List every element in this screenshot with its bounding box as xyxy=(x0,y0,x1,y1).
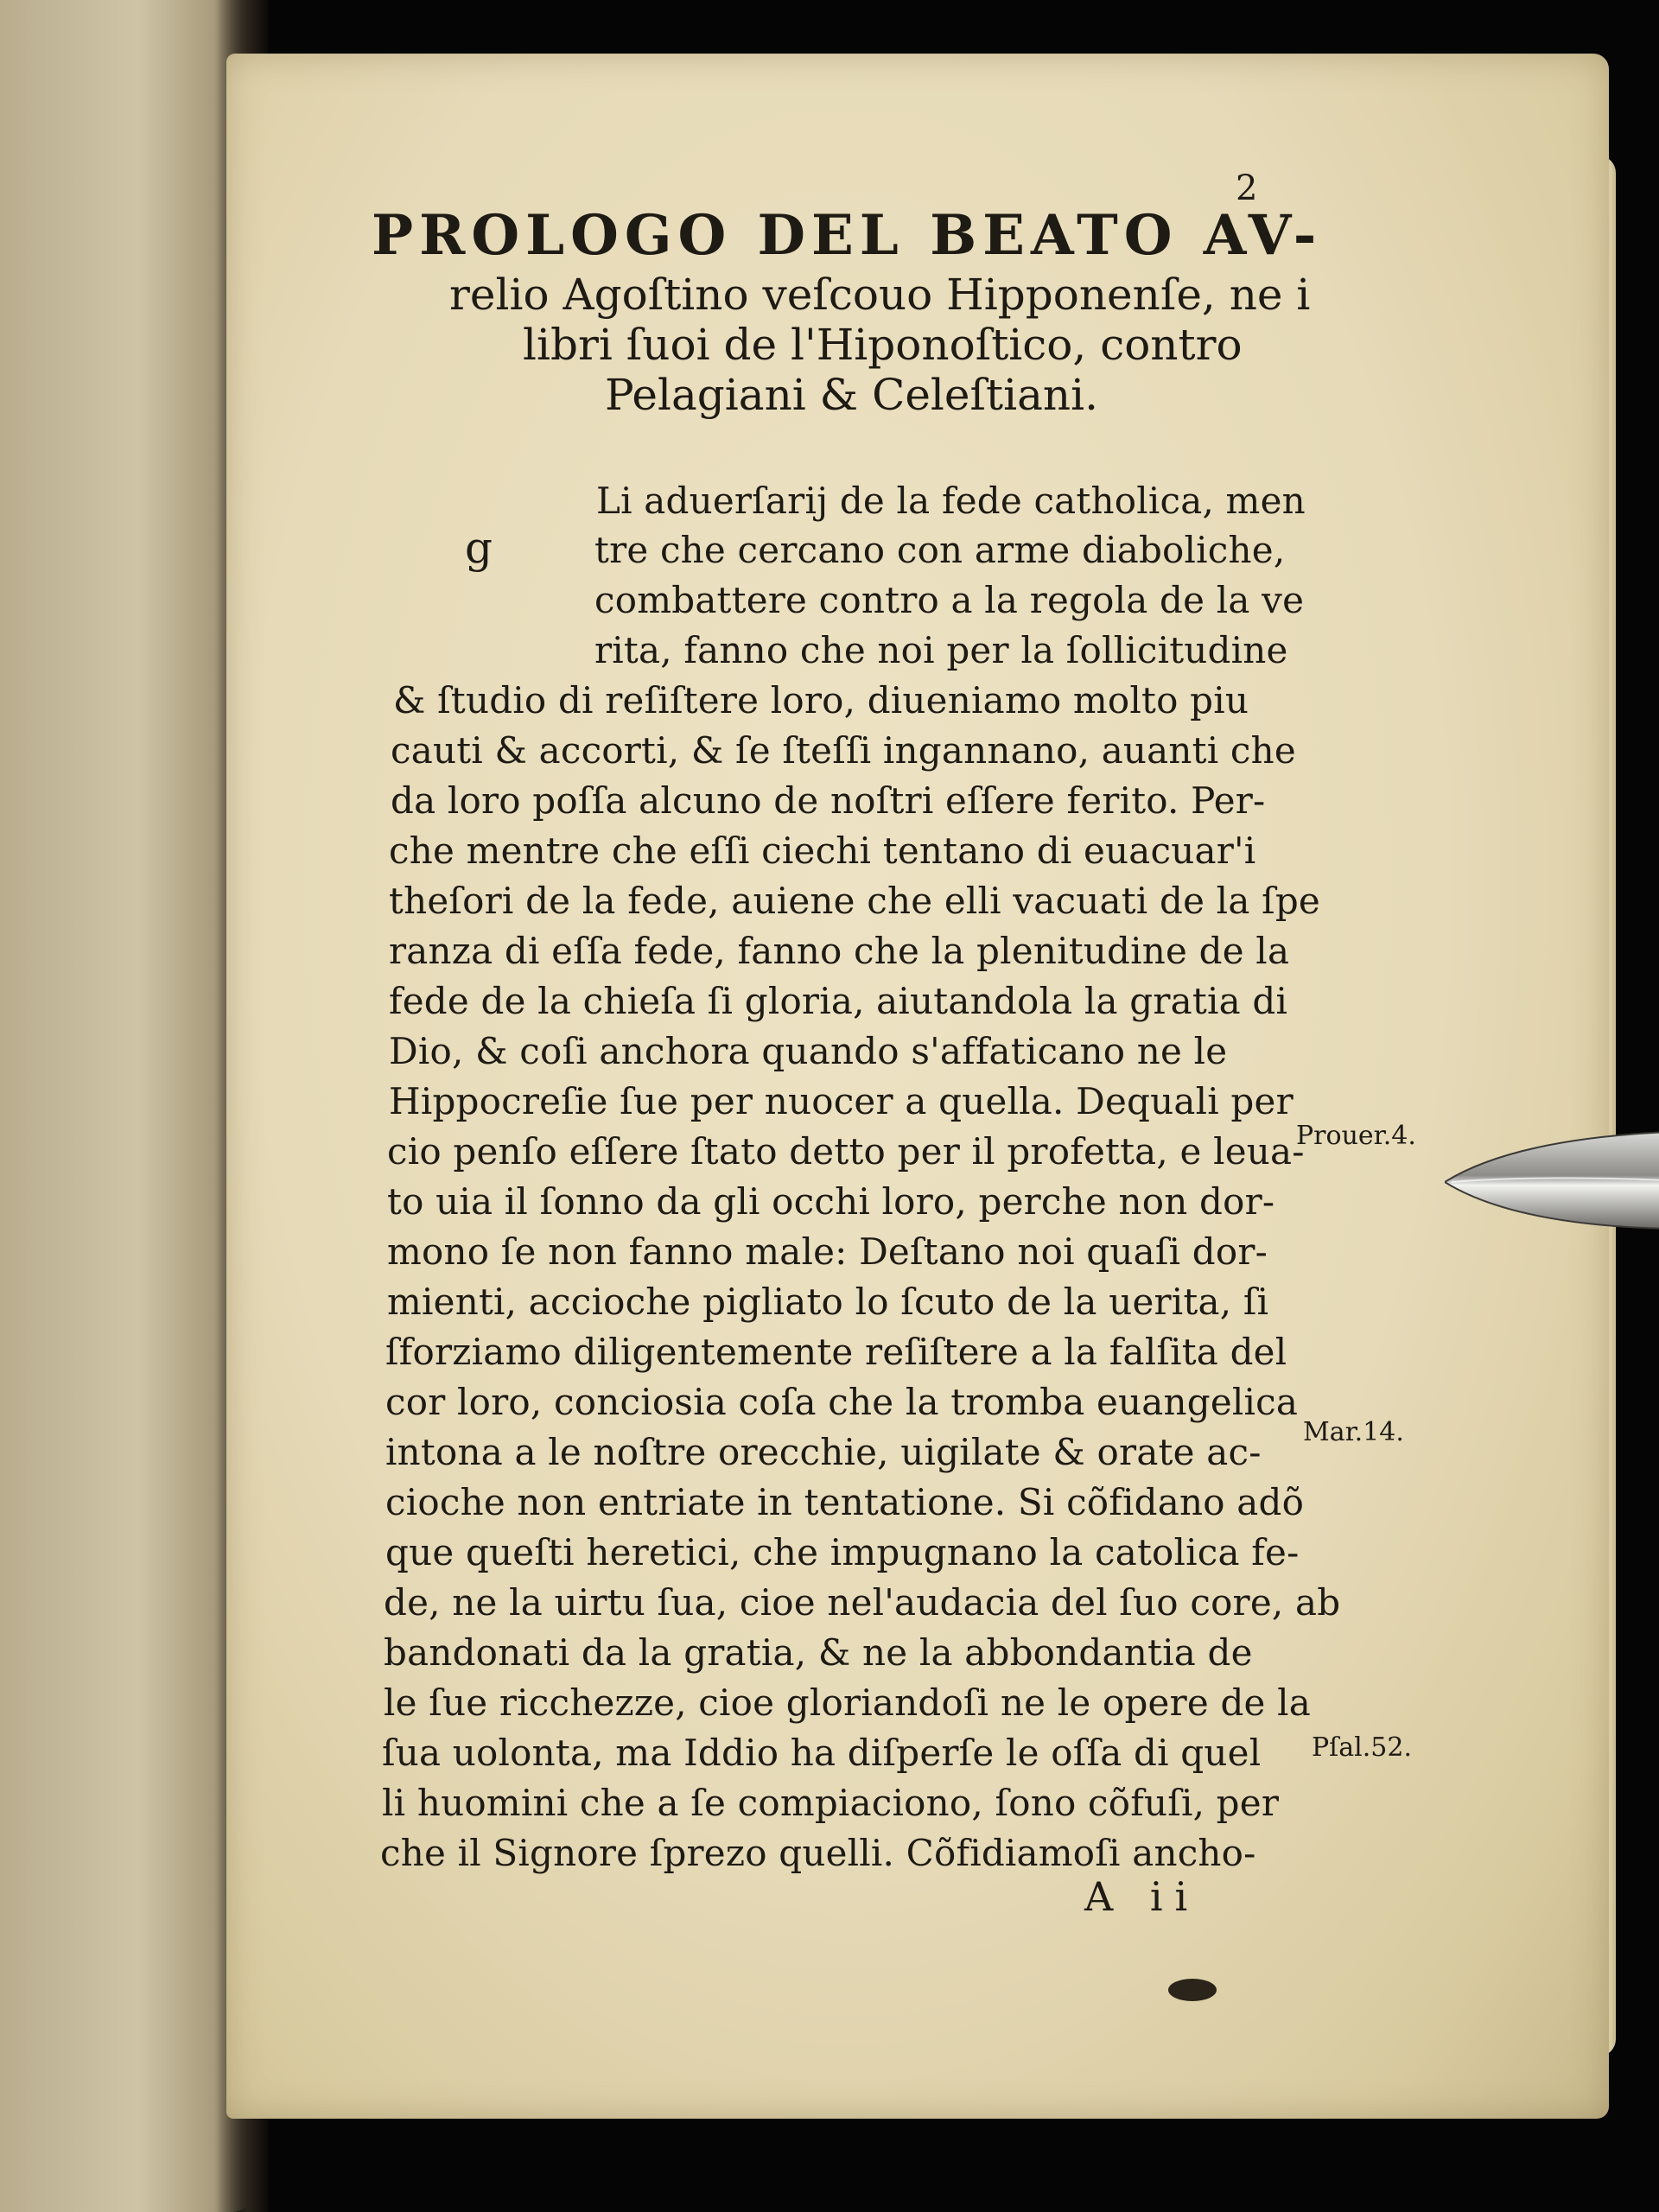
body-line: che il Signore ſprezo quelli. Cõfidiamoſi ancho- xyxy=(380,1832,1256,1874)
heading-line-2: relio Agoſtino veſcouo Hipponenſe, ne i xyxy=(449,270,1311,320)
body-line: ſforziamo diligentemente reſiſtere a la falſita del xyxy=(385,1331,1287,1373)
body-line: cor loro, conciosia coſa che la tromba euangelica xyxy=(385,1381,1299,1423)
heading-line-1: PROLOGO DEL BEATO AV- xyxy=(372,203,1323,268)
body-line: to uia il ſonno da gli occhi loro, perche non dor- xyxy=(387,1180,1275,1223)
ink-blot xyxy=(1168,1979,1217,2001)
drop-initial: g xyxy=(465,523,493,573)
body-line: que queſti heretici, che impugnano la catolica fe- xyxy=(385,1531,1300,1573)
body-line: tre che cercano con arme diaboliche, xyxy=(594,529,1286,571)
body-line: bandonati da la gratia, & ne la abbondantia de xyxy=(384,1631,1253,1674)
folio-number: 2 xyxy=(1236,168,1258,208)
body-line: mono ſe non fanno male: Deſtano noi quaſi dor- xyxy=(387,1230,1268,1273)
body-line: de, ne la uirtu ſua, cioe nel'audacia del ſuo core, ab xyxy=(384,1581,1341,1624)
body-line: intona a le noſtre orecchie, uigilate & orate ac- xyxy=(385,1431,1262,1473)
body-line: cio penſo eſſere ſtato detto per il profetta, e leua- xyxy=(387,1130,1305,1173)
signature-mark: A ii xyxy=(1084,1873,1200,1920)
body-line: Hippocreſie ſue per nuocer a quella. Dequali per xyxy=(389,1080,1294,1122)
body-line: cauti & accorti, & ſe ſteſſi ingannano, auanti che xyxy=(391,729,1296,772)
body-line: cioche non entriate in tentatione. Si cõfidano adõ xyxy=(385,1481,1305,1523)
left-page xyxy=(0,0,251,2212)
margin-note-prouer: Prouer.4. xyxy=(1296,1121,1416,1151)
margin-note-mar: Mar.14. xyxy=(1303,1417,1404,1447)
body-line: fede de la chieſa ſi gloria, aiutandola la gratia di xyxy=(389,980,1288,1022)
body-line: Dio, & coſi anchora quando s'affaticano ne le xyxy=(389,1030,1228,1072)
body-line: theſori de la fede, auiene che elli vacuati de la ſpe xyxy=(389,880,1320,922)
margin-note-psal: Pſal.52. xyxy=(1312,1732,1413,1763)
heading-line-4: Pelagiani & Celeſtiani. xyxy=(605,370,1098,420)
body-line: le ſue ricchezze, cioe gloriandoſi ne le opere de la xyxy=(384,1681,1312,1724)
body-line: mienti, accioche pigliato lo ſcuto de la uerita, ſi xyxy=(387,1281,1269,1323)
body-line: che mentre che eſſi ciechi tentano di euacuar'i xyxy=(389,830,1256,872)
heading-line-3: libri ſuoi de l'Hiponoſtico, contro xyxy=(523,320,1243,370)
body-line: Li aduerſarij de la fede catholica, men xyxy=(596,480,1306,522)
body-line: ſua uolonta, ma Iddio ha diſperſe le oſſa di quel xyxy=(382,1732,1262,1774)
body-line: combattere contro a la regola de la ve xyxy=(594,579,1305,621)
body-line: rita, fanno che noi per la ſollicitudine xyxy=(594,629,1288,671)
body-line: li huomini che a ſe compiaciono, ſono cõfuſi, per xyxy=(382,1782,1280,1824)
body-line: da loro poſſa alcuno de noſtri eſſere ferito. Per- xyxy=(391,779,1266,822)
metal-pointer xyxy=(1445,1123,1659,1236)
body-line: & ſtudio di reſiſtere loro, diueniamo molto piu xyxy=(393,679,1249,721)
body-line: ranza di eſſa fede, fanno che la plenitudine de la xyxy=(389,930,1290,972)
